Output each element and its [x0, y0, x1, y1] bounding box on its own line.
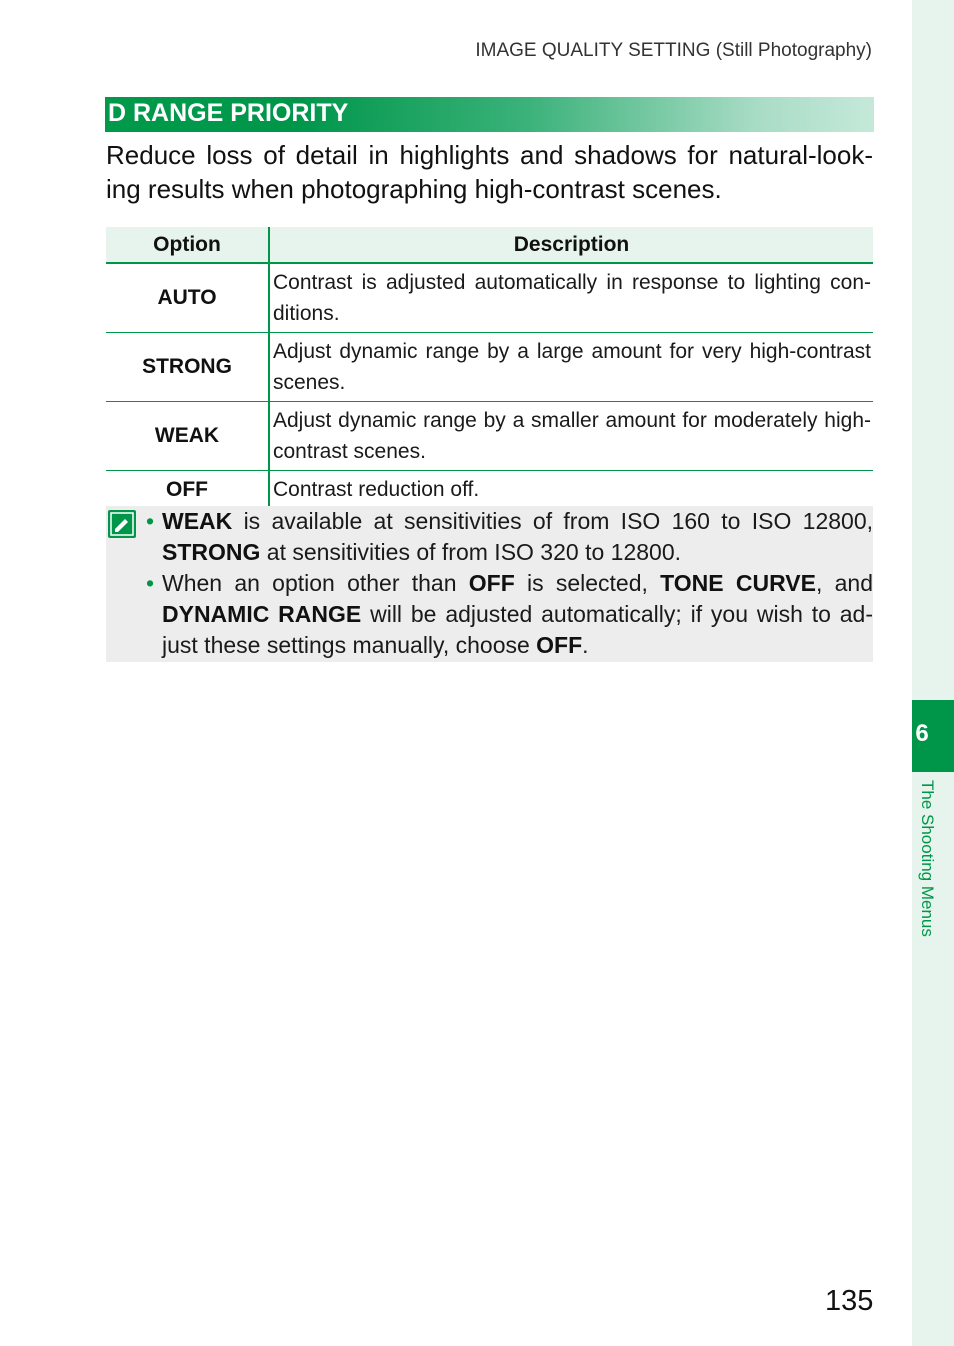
note-bold: WEAK	[162, 508, 233, 534]
note-bold: DYNAMIC RANGE	[162, 601, 362, 627]
note-list	[146, 506, 873, 661]
table-row	[106, 263, 873, 333]
option-cell: AUTO	[106, 263, 269, 333]
options-table	[106, 227, 873, 508]
header-option: Option	[106, 227, 269, 263]
option-cell: OFF	[106, 471, 269, 509]
note-bold: OFF	[536, 632, 583, 658]
bullet: •	[146, 570, 155, 596]
chapter-number: 6	[915, 720, 929, 747]
description-cell: Adjust dynamic range by a large amount for very high-contrast scenes.	[269, 333, 873, 402]
section-header-bar	[105, 97, 874, 132]
bullet: •	[146, 508, 155, 534]
header-description: Description	[269, 227, 873, 263]
page-number: 135	[825, 1285, 874, 1317]
description-cell: Contrast reduction off.	[273, 478, 480, 501]
chapter-tab[interactable]	[912, 700, 954, 772]
note-text: , and	[815, 570, 873, 596]
chapter-name: The Shooting Menus	[918, 780, 937, 937]
note-text: will be adjusted automatically; if you wish to ad- just these settings manually, choose	[162, 601, 873, 658]
intro-paragraph: Reduce loss of detail in highlights and shadows for natural-look- ing results when photographing high-contrast scenes.	[106, 140, 873, 204]
note-text: When an option other than	[162, 570, 469, 596]
note-box	[106, 506, 873, 662]
description-cell: Contrast is adjusted automatically in response to lighting con- ditions.	[269, 263, 873, 333]
table-row	[106, 402, 873, 471]
note-bold: OFF	[468, 570, 515, 596]
note-text: at sensitivities of from ISO 320 to 12800.	[260, 539, 681, 565]
table-row	[106, 471, 873, 509]
note-pencil-icon	[108, 510, 136, 538]
chapter-sidebar	[912, 0, 954, 1346]
note-text: is selected,	[514, 570, 661, 596]
note-bold: TONE CURVE	[660, 570, 816, 596]
note-bold: STRONG	[162, 539, 261, 565]
table-row	[106, 333, 873, 402]
table-header-row	[106, 227, 873, 263]
option-cell: STRONG	[106, 333, 269, 402]
option-cell: WEAK	[106, 402, 269, 471]
note-item	[146, 568, 873, 661]
note-text: is available at sensitivities of from ISO 160 to ISO 12800,	[232, 508, 873, 534]
note-item	[146, 506, 873, 568]
description-cell: Adjust dynamic range by a smaller amount for moderately high-contrast scenes.	[269, 402, 873, 471]
note-text: .	[582, 632, 589, 658]
section-title: D RANGE PRIORITY	[108, 99, 349, 127]
running-head: IMAGE QUALITY SETTING (Still Photography)	[475, 40, 872, 61]
